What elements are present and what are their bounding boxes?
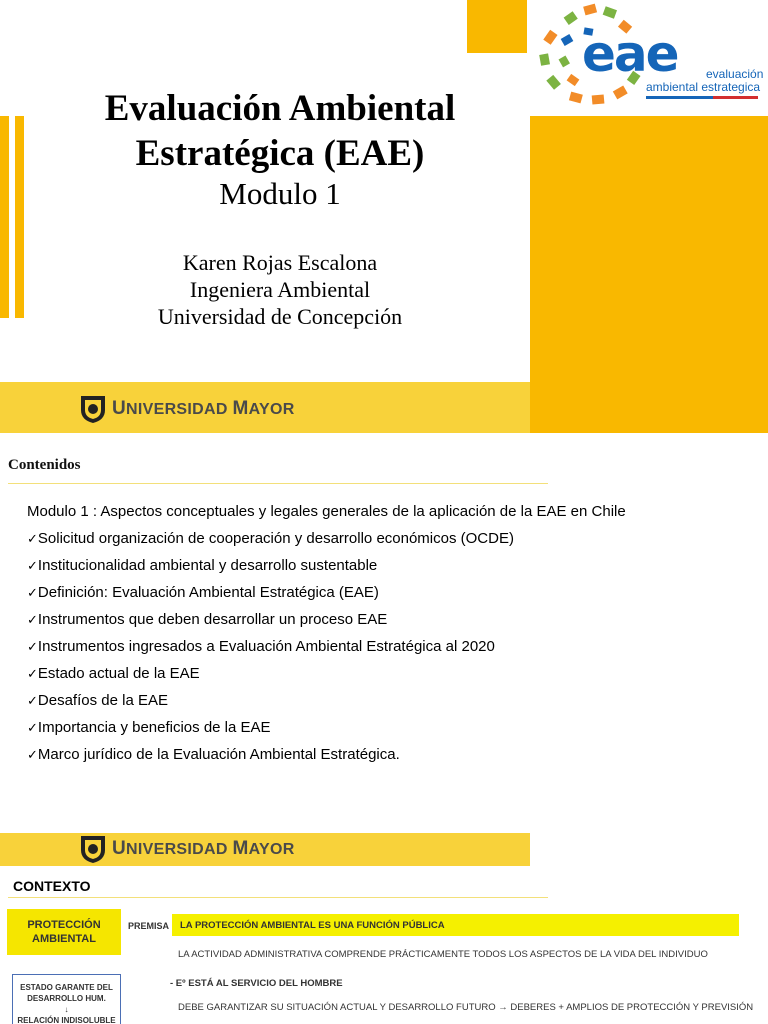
deco-stripe-left-2	[15, 116, 24, 318]
list-item: ✓Marco jurídico de la Evaluación Ambiental Estratégica.	[27, 746, 400, 763]
university-logo-text: UNIVERSIDAD MAYOR	[112, 398, 295, 419]
university-band	[0, 382, 530, 433]
deco-block-top	[467, 0, 527, 53]
shield-crest-icon	[80, 394, 106, 424]
context-line: - Eº ESTÁ AL SERVICIO DEL HOMBRE	[170, 978, 343, 989]
shield-crest-icon	[80, 834, 106, 864]
check-icon: ✓	[27, 748, 38, 763]
heading-rule	[8, 483, 548, 484]
list-item: ✓Instrumentos ingresados a Evaluación Ambiental Estratégica al 2020	[27, 638, 495, 655]
check-icon: ✓	[27, 613, 38, 628]
contents-heading: Contenidos	[8, 457, 81, 473]
context-slide	[0, 823, 768, 1024]
check-icon: ✓	[27, 559, 38, 574]
eae-logo-underline	[646, 96, 758, 99]
university-logo-text: UNIVERSIDAD MAYOR	[112, 838, 295, 859]
contents-slide	[0, 443, 768, 813]
check-icon: ✓	[27, 532, 38, 547]
author-role: Ingeniera Ambiental	[189, 277, 371, 302]
university-logo	[80, 394, 295, 424]
context-line: LA ACTIVIDAD ADMINISTRATIVA COMPRENDE PRÁCTICAMENTE TODOS LOS ASPECTOS DE LA VIDA DEL INDIVIDUO	[178, 949, 708, 960]
list-item: ✓Estado actual de la EAE	[27, 665, 200, 682]
list-item: ✓Definición: Evaluación Ambiental Estratégica (EAE)	[27, 584, 379, 601]
list-item: ✓Solicitud organización de cooperación y desarrollo económicos (OCDE)	[27, 530, 514, 547]
eae-logo-mark: eae	[582, 25, 678, 83]
slide-title-line1: Evaluación Ambiental	[104, 88, 456, 129]
arrow-down-icon: ↓	[64, 1005, 69, 1014]
check-icon: ✓	[27, 667, 38, 682]
check-icon: ✓	[27, 721, 38, 736]
eae-logo-line1: evaluación	[706, 67, 764, 81]
slide-title	[30, 86, 530, 176]
author-affiliation: Universidad de Concepción	[157, 304, 403, 329]
check-icon: ✓	[27, 694, 38, 709]
premisa-text: LA PROTECCIÓN AMBIENTAL ES UNA FUNCIÓN PÚBLICA	[180, 920, 445, 931]
list-item: ✓Instrumentos que deben desarrollar un proceso EAE	[27, 611, 388, 628]
premisa-label: PREMISA	[128, 921, 170, 931]
context-heading: CONTEXTO	[13, 878, 91, 894]
estado-garante-box: ESTADO GARANTE DEL DESARROLLO HUM. ↓ RELACIÓN INDISOLUBLE	[12, 974, 121, 1024]
context-line: DEBE GARANTIZAR SU SITUACIÓN ACTUAL Y DESARROLLO FUTURO → DEBERES + AMPLIOS DE PROTECCIÓN Y PREVISIÓN	[178, 1002, 754, 1013]
list-item: ✓Importancia y beneficios de la EAE	[27, 719, 271, 736]
check-icon: ✓	[27, 640, 38, 655]
deco-stripe-left-1	[0, 116, 9, 318]
check-icon: ✓	[27, 586, 38, 601]
deco-block-right	[530, 116, 768, 433]
eae-logo-line2: ambiental estrategica	[646, 80, 761, 94]
heading-rule	[8, 897, 548, 898]
slide-title-line2: Estratégica (EAE)	[135, 133, 425, 174]
contents-intro: Modulo 1 : Aspectos conceptuales y legales generales de la aplicación de la EAE en Chile	[27, 503, 626, 520]
protection-box: PROTECCIÓN AMBIENTAL	[7, 909, 121, 955]
slide-subtitle: Modulo 1	[219, 176, 341, 211]
author-name: Karen Rojas Escalona	[182, 250, 378, 275]
eae-logo	[532, 0, 768, 114]
title-slide	[0, 0, 768, 433]
list-item: ✓Desafíos de la EAE	[27, 692, 168, 709]
university-band	[0, 833, 530, 866]
university-logo	[80, 834, 295, 864]
list-item: ✓Institucionalidad ambiental y desarrollo sustentable	[27, 557, 378, 574]
